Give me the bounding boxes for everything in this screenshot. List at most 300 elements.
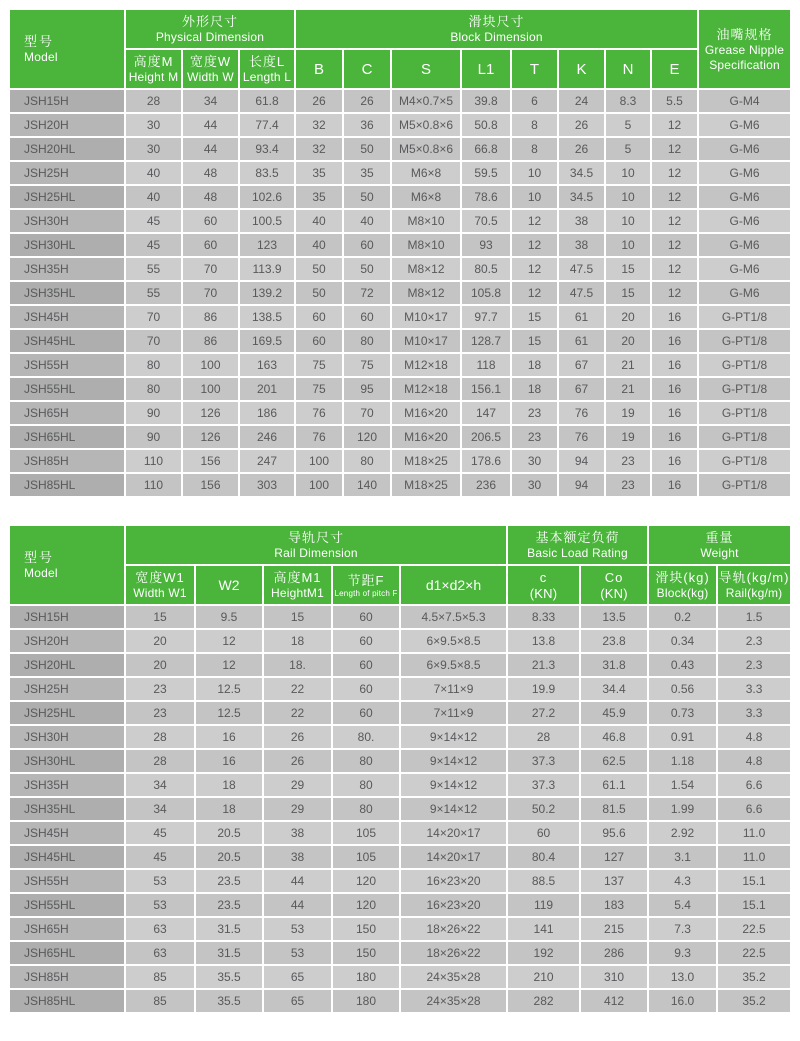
grease-nipple-en1: Grease Nipple — [704, 42, 785, 57]
table-row — [10, 210, 790, 232]
table-row — [10, 378, 790, 400]
model-cell: JSH65H — [10, 402, 124, 424]
column-header — [606, 50, 650, 88]
value-cell: 3.1 — [649, 846, 716, 868]
table-row — [10, 450, 790, 472]
value-cell: G-PT1/8 — [699, 402, 790, 424]
value-cell: 23 — [606, 474, 650, 496]
value-cell: 44 — [264, 870, 331, 892]
value-cell: 12 — [652, 282, 697, 304]
value-cell: 18×26×22 — [401, 918, 506, 940]
model-cell: JSH35H — [10, 774, 124, 796]
column-header-label: 宽度W — [189, 54, 232, 69]
column-header-sublabel: HeightM1 — [271, 586, 324, 600]
value-cell: 137 — [581, 870, 647, 892]
value-cell: 50 — [296, 258, 342, 280]
physical-dimension-en: Physical Dimension — [155, 30, 265, 44]
model-cell: JSH55H — [10, 870, 124, 892]
value-cell: 67 — [559, 378, 604, 400]
value-cell: 9×14×12 — [401, 774, 506, 796]
value-cell: 15 — [606, 258, 650, 280]
table-row — [10, 90, 790, 112]
value-cell: 22 — [264, 678, 331, 700]
value-cell: 72 — [344, 282, 390, 304]
column-header — [559, 50, 604, 88]
value-cell: 80 — [333, 774, 399, 796]
value-cell: 183 — [581, 894, 647, 916]
table-row — [10, 282, 790, 304]
column-header — [126, 50, 181, 88]
column-header — [401, 566, 506, 604]
table-row — [10, 846, 790, 868]
value-cell: G-PT1/8 — [699, 378, 790, 400]
value-cell: 35.2 — [718, 990, 790, 1012]
value-cell: 34.5 — [559, 186, 604, 208]
value-cell: 44 — [183, 138, 238, 160]
model-cell: JSH25H — [10, 678, 124, 700]
value-cell: 34 — [126, 798, 194, 820]
value-cell: 23 — [512, 402, 557, 424]
grease-nipple-en2: Specification — [709, 57, 780, 72]
value-cell: 110 — [126, 450, 181, 472]
table-row — [10, 138, 790, 160]
value-cell: 40 — [126, 186, 181, 208]
value-cell: 118 — [462, 354, 510, 376]
column-header-label: 高度M1 — [273, 570, 322, 585]
value-cell: 21.3 — [508, 654, 579, 676]
value-cell: 38 — [559, 210, 604, 232]
value-cell: 8.3 — [606, 90, 650, 112]
value-cell: 61.8 — [240, 90, 294, 112]
rail-load-weight-table — [8, 524, 792, 1014]
value-cell: 12 — [196, 630, 262, 652]
value-cell: 24×35×28 — [401, 990, 506, 1012]
column-header-label: N — [622, 60, 634, 78]
value-cell: 120 — [333, 870, 399, 892]
value-cell: M12×18 — [392, 354, 460, 376]
value-cell: 45 — [126, 822, 194, 844]
value-cell: M5×0.8×6 — [392, 138, 460, 160]
value-cell: 11.0 — [718, 846, 790, 868]
value-cell: 26 — [264, 750, 331, 772]
value-cell: 36 — [344, 114, 390, 136]
column-header-label: E — [669, 60, 680, 78]
column-header — [296, 50, 342, 88]
value-cell: 40 — [126, 162, 181, 184]
value-cell: 18×26×22 — [401, 942, 506, 964]
value-cell: 20.5 — [196, 846, 262, 868]
physical-dimension-zh: 外形尺寸 — [182, 14, 239, 29]
block-dimension-en: Block Dimension — [450, 30, 543, 44]
value-cell: 94 — [559, 450, 604, 472]
column-header-label: S — [421, 60, 432, 78]
value-cell: 18 — [264, 630, 331, 652]
value-cell: 120 — [333, 894, 399, 916]
value-cell: G-PT1/8 — [699, 330, 790, 352]
value-cell: 60 — [183, 210, 238, 232]
column-header-label: 导轨(kg/m) — [718, 570, 790, 585]
value-cell: 178.6 — [462, 450, 510, 472]
value-cell: 80 — [344, 330, 390, 352]
value-cell: 23.8 — [581, 630, 647, 652]
sub-header-row — [10, 50, 790, 88]
value-cell: G-M6 — [699, 114, 790, 136]
value-cell: 80.4 — [508, 846, 579, 868]
column-header — [649, 566, 716, 604]
model-label-en: Model — [24, 566, 58, 580]
value-cell: 20 — [606, 330, 650, 352]
value-cell: 46.8 — [581, 726, 647, 748]
value-cell: 70 — [126, 306, 181, 328]
value-cell: 14×20×17 — [401, 822, 506, 844]
column-header-sublabel: Rail(kg/m) — [725, 586, 783, 600]
value-cell: 16 — [652, 474, 697, 496]
model-cell: JSH30H — [10, 726, 124, 748]
value-cell: 50 — [344, 138, 390, 160]
value-cell: 80 — [333, 750, 399, 772]
value-cell: 7×11×9 — [401, 702, 506, 724]
value-cell: 16 — [652, 402, 697, 424]
basic-load-rating-zh: 基本额定负荷 — [535, 530, 620, 545]
model-cell: JSH20HL — [10, 138, 124, 160]
value-cell: 24 — [559, 90, 604, 112]
model-cell: JSH65H — [10, 918, 124, 940]
value-cell: 10 — [606, 210, 650, 232]
value-cell: 9×14×12 — [401, 798, 506, 820]
model-cell: JSH35HL — [10, 798, 124, 820]
value-cell: G-M4 — [699, 90, 790, 112]
value-cell: 30 — [512, 474, 557, 496]
value-cell: 26 — [264, 726, 331, 748]
column-header — [652, 50, 697, 88]
value-cell: 16 — [652, 330, 697, 352]
value-cell: 93.4 — [240, 138, 294, 160]
value-cell: 85 — [126, 966, 194, 988]
value-cell: 80. — [333, 726, 399, 748]
value-cell: 70 — [126, 330, 181, 352]
model-cell: JSH15H — [10, 90, 124, 112]
column-header-label: 滑块(kg) — [655, 570, 710, 585]
value-cell: 13.8 — [508, 630, 579, 652]
value-cell: 12 — [652, 234, 697, 256]
weight-zh: 重量 — [705, 530, 734, 545]
table-row — [10, 606, 790, 628]
value-cell: 50.2 — [508, 798, 579, 820]
value-cell: 4.3 — [649, 870, 716, 892]
table-gap — [8, 498, 792, 524]
model-column-header — [10, 526, 124, 604]
value-cell: 55 — [126, 282, 181, 304]
value-cell: 94 — [559, 474, 604, 496]
value-cell: 180 — [333, 990, 399, 1012]
table-row — [10, 822, 790, 844]
value-cell: 150 — [333, 942, 399, 964]
value-cell: 60 — [344, 306, 390, 328]
column-header-sublabel: Width W1 — [133, 586, 187, 600]
value-cell: 40 — [296, 210, 342, 232]
column-header-label: 节距F — [347, 572, 385, 588]
column-header-sublabel: Length of pitch F — [334, 588, 398, 598]
value-cell: 9.5 — [196, 606, 262, 628]
value-cell: 16 — [652, 306, 697, 328]
value-cell: 16×23×20 — [401, 870, 506, 892]
value-cell: 53 — [126, 894, 194, 916]
physical-block-dimension-table — [8, 8, 792, 498]
value-cell: 61 — [559, 330, 604, 352]
value-cell: 26 — [559, 114, 604, 136]
table-row — [10, 798, 790, 820]
column-header — [392, 50, 460, 88]
table-row — [10, 474, 790, 496]
value-cell: 12 — [652, 162, 697, 184]
column-header — [581, 566, 647, 604]
value-cell: 28 — [126, 90, 181, 112]
value-cell: 19.9 — [508, 678, 579, 700]
value-cell: 12 — [652, 210, 697, 232]
value-cell: 126 — [183, 426, 238, 448]
value-cell: 3.3 — [718, 678, 790, 700]
value-cell: 4.8 — [718, 750, 790, 772]
value-cell: M6×8 — [392, 162, 460, 184]
value-cell: 37.3 — [508, 774, 579, 796]
value-cell: 85 — [126, 990, 194, 1012]
value-cell: 45 — [126, 234, 181, 256]
column-header — [240, 50, 294, 88]
value-cell: 10 — [606, 234, 650, 256]
value-cell: 26 — [559, 138, 604, 160]
column-header — [264, 566, 331, 604]
model-cell: JSH20H — [10, 114, 124, 136]
sub-header-row — [10, 566, 790, 604]
value-cell: 16 — [196, 750, 262, 772]
value-cell: 105 — [333, 822, 399, 844]
column-header — [196, 566, 262, 604]
model-cell: JSH30HL — [10, 234, 124, 256]
value-cell: 70.5 — [462, 210, 510, 232]
table-row — [10, 258, 790, 280]
value-cell: 35.5 — [196, 990, 262, 1012]
model-cell: JSH45H — [10, 822, 124, 844]
value-cell: 15 — [126, 606, 194, 628]
value-cell: 186 — [240, 402, 294, 424]
column-header — [126, 566, 194, 604]
table-row — [10, 354, 790, 376]
value-cell: 141 — [508, 918, 579, 940]
model-cell: JSH25H — [10, 162, 124, 184]
column-header — [718, 566, 790, 604]
value-cell: 60 — [333, 678, 399, 700]
value-cell: 3.3 — [718, 702, 790, 724]
value-cell: 18 — [512, 354, 557, 376]
value-cell: 10 — [512, 186, 557, 208]
value-cell: 16 — [652, 354, 697, 376]
grease-nipple-column-header — [699, 10, 790, 88]
value-cell: 105.8 — [462, 282, 510, 304]
value-cell: G-PT1/8 — [699, 474, 790, 496]
value-cell: 59.5 — [462, 162, 510, 184]
column-header-sublabel: Length L — [242, 70, 292, 84]
value-cell: 5 — [606, 114, 650, 136]
group-header-row — [10, 526, 790, 564]
value-cell: 16 — [196, 726, 262, 748]
value-cell: 29 — [264, 774, 331, 796]
value-cell: 6 — [512, 90, 557, 112]
value-cell: 23.5 — [196, 894, 262, 916]
value-cell: 88.5 — [508, 870, 579, 892]
table-row — [10, 726, 790, 748]
value-cell: M8×12 — [392, 282, 460, 304]
value-cell: 86 — [183, 330, 238, 352]
value-cell: 23 — [512, 426, 557, 448]
value-cell: 61.1 — [581, 774, 647, 796]
value-cell: 27.2 — [508, 702, 579, 724]
value-cell: 20 — [126, 630, 194, 652]
value-cell: 63 — [126, 918, 194, 940]
value-cell: 20 — [606, 306, 650, 328]
value-cell: 80 — [126, 354, 181, 376]
value-cell: 12 — [196, 654, 262, 676]
value-cell: 76 — [296, 402, 342, 424]
value-cell: 13.0 — [649, 966, 716, 988]
model-label-zh: 型号 — [24, 550, 55, 565]
value-cell: M8×12 — [392, 258, 460, 280]
value-cell: 63 — [126, 942, 194, 964]
value-cell: 310 — [581, 966, 647, 988]
value-cell: 18 — [512, 378, 557, 400]
value-cell: 169.5 — [240, 330, 294, 352]
value-cell: 23 — [126, 702, 194, 724]
model-cell: JSH55H — [10, 354, 124, 376]
column-header — [344, 50, 390, 88]
value-cell: 5.5 — [652, 90, 697, 112]
value-cell: 15 — [606, 282, 650, 304]
value-cell: M6×8 — [392, 186, 460, 208]
table-row — [10, 402, 790, 424]
table-row — [10, 630, 790, 652]
value-cell: 0.91 — [649, 726, 716, 748]
value-cell: 16 — [652, 426, 697, 448]
value-cell: 15 — [264, 606, 331, 628]
value-cell: 93 — [462, 234, 510, 256]
model-label-en: Model — [24, 50, 58, 64]
value-cell: 100 — [296, 474, 342, 496]
value-cell: 53 — [126, 870, 194, 892]
model-column-header — [10, 10, 124, 88]
value-cell: 0.2 — [649, 606, 716, 628]
value-cell: 113.9 — [240, 258, 294, 280]
value-cell: 35 — [344, 162, 390, 184]
value-cell: 12 — [652, 114, 697, 136]
value-cell: 31.8 — [581, 654, 647, 676]
column-header-label: 高度M — [133, 54, 174, 69]
model-cell: JSH25HL — [10, 186, 124, 208]
value-cell: 70 — [183, 258, 238, 280]
value-cell: 22 — [264, 702, 331, 724]
value-cell: 32 — [296, 138, 342, 160]
value-cell: 128.7 — [462, 330, 510, 352]
value-cell: 23 — [606, 450, 650, 472]
value-cell: 90 — [126, 402, 181, 424]
value-cell: 50 — [296, 282, 342, 304]
value-cell: 30 — [512, 450, 557, 472]
value-cell: 22.5 — [718, 918, 790, 940]
value-cell: 50.8 — [462, 114, 510, 136]
value-cell: 60 — [296, 330, 342, 352]
table-row — [10, 186, 790, 208]
value-cell: 95 — [344, 378, 390, 400]
value-cell: 80 — [333, 798, 399, 820]
value-cell: 6×9.5×8.5 — [401, 654, 506, 676]
value-cell: 102.6 — [240, 186, 294, 208]
value-cell: G-M6 — [699, 282, 790, 304]
value-cell: 44 — [183, 114, 238, 136]
value-cell: 14×20×17 — [401, 846, 506, 868]
value-cell: 156 — [183, 474, 238, 496]
value-cell: 15 — [512, 306, 557, 328]
value-cell: 5.4 — [649, 894, 716, 916]
value-cell: 4.5×7.5×5.3 — [401, 606, 506, 628]
model-cell: JSH85HL — [10, 474, 124, 496]
value-cell: 215 — [581, 918, 647, 940]
value-cell: 34 — [126, 774, 194, 796]
value-cell: 34 — [183, 90, 238, 112]
value-cell: 70 — [344, 402, 390, 424]
value-cell: 15.1 — [718, 894, 790, 916]
model-cell: JSH35HL — [10, 282, 124, 304]
value-cell: 127 — [581, 846, 647, 868]
value-cell: 50 — [344, 258, 390, 280]
model-cell: JSH45H — [10, 306, 124, 328]
value-cell: 210 — [508, 966, 579, 988]
value-cell: 24×35×28 — [401, 966, 506, 988]
value-cell: G-PT1/8 — [699, 426, 790, 448]
value-cell: 38 — [264, 822, 331, 844]
value-cell: 12 — [512, 234, 557, 256]
value-cell: 47.5 — [559, 282, 604, 304]
value-cell: 95.6 — [581, 822, 647, 844]
value-cell: 6.6 — [718, 798, 790, 820]
table-row — [10, 966, 790, 988]
column-header — [183, 50, 238, 88]
value-cell: 1.5 — [718, 606, 790, 628]
column-header — [512, 50, 557, 88]
value-cell: 35 — [296, 186, 342, 208]
value-cell: 15.1 — [718, 870, 790, 892]
column-header-label: T — [529, 60, 540, 78]
value-cell: 2.92 — [649, 822, 716, 844]
value-cell: 21 — [606, 354, 650, 376]
value-cell: 70 — [183, 282, 238, 304]
value-cell: 35.5 — [196, 966, 262, 988]
value-cell: 100.5 — [240, 210, 294, 232]
value-cell: 0.56 — [649, 678, 716, 700]
table-row — [10, 654, 790, 676]
value-cell: 10 — [606, 186, 650, 208]
value-cell: 60 — [333, 702, 399, 724]
value-cell: 12.5 — [196, 678, 262, 700]
value-cell: 60 — [508, 822, 579, 844]
model-cell: JSH45HL — [10, 330, 124, 352]
value-cell: 65 — [264, 966, 331, 988]
value-cell: 10 — [606, 162, 650, 184]
table-row — [10, 942, 790, 964]
value-cell: 18 — [196, 774, 262, 796]
value-cell: 6.6 — [718, 774, 790, 796]
value-cell: 48 — [183, 186, 238, 208]
column-header-sublabel: Width W — [187, 70, 234, 84]
group-header-row — [10, 10, 790, 48]
value-cell: 180 — [333, 966, 399, 988]
